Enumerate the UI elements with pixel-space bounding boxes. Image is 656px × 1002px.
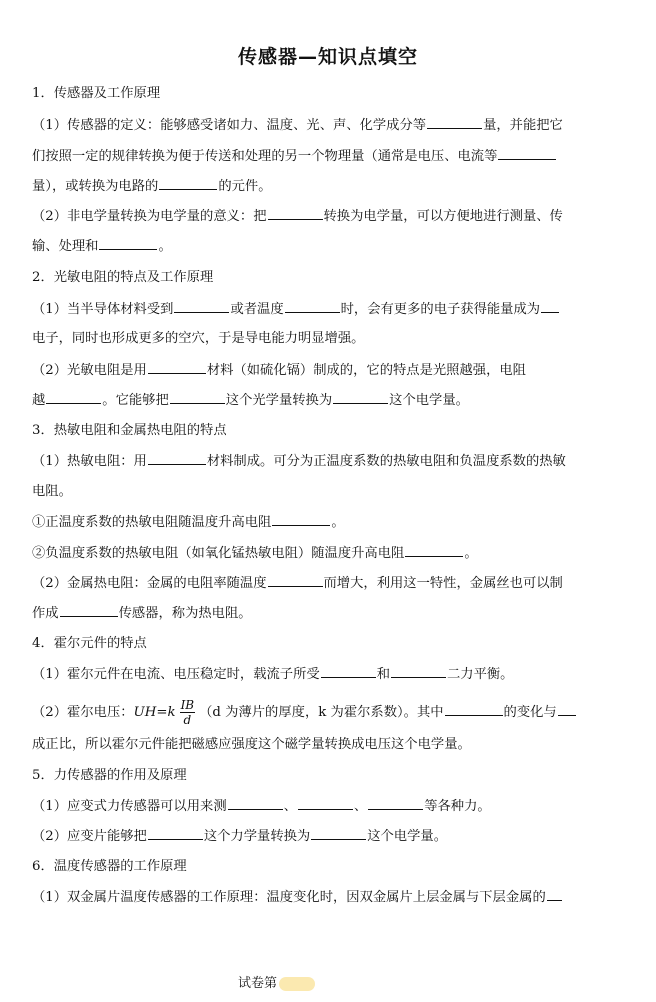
fill-blank[interactable] xyxy=(148,451,206,465)
text-segment: 越 xyxy=(32,393,46,408)
text-segment: 的元件。 xyxy=(218,179,272,194)
text-line xyxy=(32,512,632,532)
text-line xyxy=(32,360,632,380)
fill-blank[interactable] xyxy=(391,664,446,678)
fraction-denominator: d xyxy=(183,713,192,727)
text-segment: 作成 xyxy=(32,606,59,621)
fill-blank[interactable] xyxy=(228,796,283,810)
fill-blank[interactable] xyxy=(547,887,562,901)
text-line xyxy=(32,796,632,816)
text-segment: 、 xyxy=(283,799,297,814)
text-segment: 量，并能把它 xyxy=(483,118,563,133)
fill-blank[interactable] xyxy=(170,390,225,404)
fill-blank[interactable] xyxy=(368,796,423,810)
text-segment: （2）霍尔电压： xyxy=(32,705,134,720)
fill-blank[interactable] xyxy=(427,115,482,129)
text-line xyxy=(32,698,632,727)
text-line: 电子，同时也形成更多的空穴，于是导电能力明显增强。 xyxy=(32,331,365,346)
text-segment: ②负温度系数的热敏电阻（如氧化锰热敏电阻）随温度升高电阻 xyxy=(32,546,405,561)
section-heading-5: 5．力传感器的作用及原理 xyxy=(32,768,187,783)
text-segment: 二力平衡。 xyxy=(447,667,514,682)
text-line xyxy=(32,299,632,319)
text-segment: （1）双金属片温度传感器的工作原理：温度变化时，因双金属片上层金属与下层金属的 xyxy=(32,890,546,905)
fill-blank[interactable] xyxy=(541,299,559,313)
text-line xyxy=(32,176,632,196)
text-segment: （d 为薄片的厚度，k 为霍尔系数）。其中 xyxy=(199,705,444,720)
text-segment: 这个电学量。 xyxy=(389,393,469,408)
text-segment: 。它能够把 xyxy=(102,393,169,408)
fill-blank[interactable] xyxy=(174,299,229,313)
text-segment: 转换为电学量，可以方便地进行测量、传 xyxy=(323,209,563,224)
text-line xyxy=(32,826,632,846)
text-segment: 这个光学量转换为 xyxy=(225,393,333,408)
text-line xyxy=(32,603,632,623)
fill-blank[interactable] xyxy=(333,390,388,404)
text-segment: （1）传感器的定义：能够感受诸如力、温度、光、声、化学成分等 xyxy=(32,118,427,133)
text-line xyxy=(32,206,632,226)
text-segment: （2）光敏电阻是用 xyxy=(32,363,147,378)
text-line xyxy=(32,664,632,684)
text-segment: 和 xyxy=(376,667,390,682)
text-segment: 或者温度 xyxy=(230,302,284,317)
page-footer xyxy=(238,972,315,991)
fill-blank[interactable] xyxy=(498,146,556,160)
page-number-mark xyxy=(279,977,315,991)
text-line xyxy=(32,146,632,166)
text-segment: 。 xyxy=(158,239,172,254)
text-segment: 的变化与 xyxy=(503,705,557,720)
fill-blank[interactable] xyxy=(99,236,157,250)
fill-blank[interactable] xyxy=(159,176,217,190)
text-segment: 等各种力。 xyxy=(424,799,491,814)
text-line xyxy=(32,115,632,135)
text-segment: 时，会有更多的电子获得能量成为 xyxy=(340,302,541,317)
text-line: 电阻。 xyxy=(32,484,72,499)
footer-label: 试卷第 xyxy=(238,976,278,991)
fraction-numerator: IB xyxy=(180,698,195,712)
fill-blank[interactable] xyxy=(268,206,323,220)
text-segment: 量），或转换为电路的 xyxy=(32,179,159,194)
text-segment: 传感器，称为热电阻。 xyxy=(118,606,252,621)
text-line xyxy=(32,887,632,907)
text-segment: 材料制成。可分为正温度系数的热敏电阻和负温度系数的热敏 xyxy=(206,454,566,469)
text-line xyxy=(32,451,632,471)
text-segment: （2）金属热电阻：金属的电阻率随温度 xyxy=(32,576,267,591)
text-segment: 这个电学量。 xyxy=(367,829,447,844)
text-line xyxy=(32,543,632,563)
fill-blank[interactable] xyxy=(445,702,503,716)
text-segment: 、 xyxy=(353,799,368,814)
text-segment: ①正温度系数的热敏电阻随温度升高电阻 xyxy=(32,515,272,530)
text-segment: （1）当半导体材料受到 xyxy=(32,302,174,317)
section-heading-1: 1．传感器及工作原理 xyxy=(32,86,161,101)
text-segment: 输、处理和 xyxy=(32,239,99,254)
section-heading-4: 4．霍尔元件的特点 xyxy=(32,636,147,651)
fill-blank[interactable] xyxy=(148,826,203,840)
text-line xyxy=(32,236,632,256)
section-heading-3: 3．热敏电阻和金属热电阻的特点 xyxy=(32,423,227,438)
section-heading-6: 6．温度传感器的工作原理 xyxy=(32,859,187,874)
section-heading-2: 2．光敏电阻的特点及工作原理 xyxy=(32,270,214,285)
text-segment: 这个力学量转换为 xyxy=(203,829,311,844)
text-segment: 材料（如硫化镉）制成的，它的特点是光照越强，电阻 xyxy=(206,363,526,378)
text-segment: 而增大，利用这一特性，金属丝也可以制 xyxy=(323,576,563,591)
page-title: 传感器—知识点填空 xyxy=(237,46,418,68)
hall-voltage-formula: UH=k xyxy=(133,705,176,720)
fill-blank[interactable] xyxy=(272,512,330,526)
fill-blank[interactable] xyxy=(148,360,206,374)
fill-blank[interactable] xyxy=(46,390,101,404)
text-segment: （1）应变式力传感器可以用来测 xyxy=(32,799,227,814)
text-segment: 。 xyxy=(464,546,478,561)
text-segment: （2）非电学量转换为电学量的意义：把 xyxy=(32,209,267,224)
fill-blank[interactable] xyxy=(285,299,340,313)
text-line xyxy=(32,573,632,593)
text-segment: （1）热敏电阻：用 xyxy=(32,454,147,469)
text-line xyxy=(32,390,632,410)
fill-blank[interactable] xyxy=(60,603,118,617)
fraction xyxy=(180,698,196,727)
text-segment: 。 xyxy=(331,515,345,530)
fill-blank[interactable] xyxy=(268,573,323,587)
text-segment: （1）霍尔元件在电流、电压稳定时，载流子所受 xyxy=(32,667,320,682)
text-segment: （2）应变片能够把 xyxy=(32,829,147,844)
fill-blank[interactable] xyxy=(311,826,366,840)
fill-blank[interactable] xyxy=(298,796,353,810)
text-line: 成正比，所以霍尔元件能把磁感应强度这个磁学量转换成电压这个电学量。 xyxy=(32,737,471,752)
fill-blank[interactable] xyxy=(558,702,576,716)
fill-blank[interactable] xyxy=(321,664,376,678)
text-segment: 们按照一定的规律转换为便于传送和处理的另一个物理量（通常是电压、电流等 xyxy=(32,149,498,164)
fill-blank[interactable] xyxy=(405,543,463,557)
